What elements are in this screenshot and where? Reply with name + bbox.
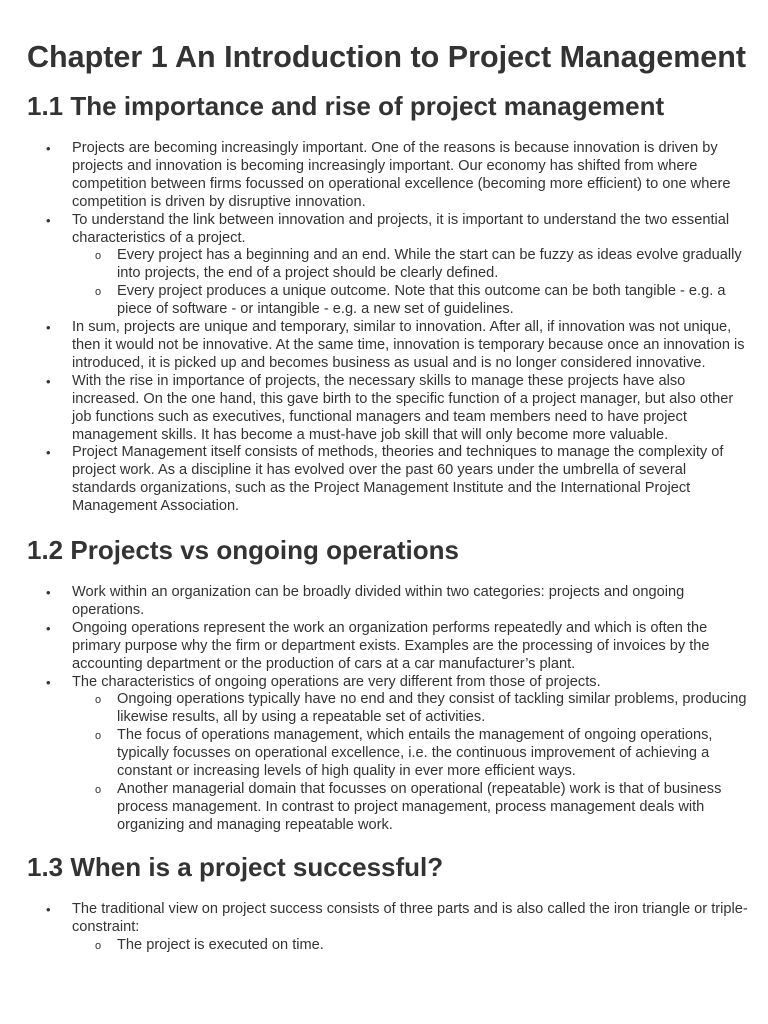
sub-list-item: o Another managerial domain that focusses on operational (repeatable) work is that of business process management. In contrast to project management, process management deals with organizing and managing repeatable work. (72, 781, 748, 835)
list-item-text: Project Management itself consists of methods, theories and techniques to manage the complexity of project work. As a discipline it has evolved over the past 60 years under the umbrella of several standards organizations, such as the Project Management Institute and the International Project Management Association. (72, 444, 724, 515)
list-item (27, 140, 748, 212)
section-heading: 1.2 Projects vs ongoing operations (27, 535, 459, 566)
chapter-title: Chapter 1 An Introduction to Project Management (27, 40, 747, 74)
list-item (27, 674, 748, 835)
list-item-text: The traditional view on project success consists of three parts and is also called the iron triangle or triple-constraint: (72, 900, 748, 935)
sub-list-item: o Every project produces a unique outcome. Note that this outcome can be both tangible - e.g. a piece of software - or intangible - e.g. a new set of guidelines. (72, 283, 748, 319)
list-item-text: Projects are becoming increasingly important. One of the reasons is because innovation is driven by projects and innovation is becoming increasingly important. Our economy has shifted from where competition between firms focussed on operational excellence (becoming more efficient) to one where competition is driven by disruptive innovation. (72, 140, 731, 210)
sub-bullet-list (72, 247, 748, 319)
list-item-text: In sum, projects are unique and temporary, similar to innovation. After all, if innovation was not unique, then it would not be innovative. At the same time, innovation is temporary because once an innovation is introduced, it is picked up and becomes business as usual and is no longer considered innovative. (72, 319, 745, 371)
list-item (27, 620, 748, 674)
list-item (27, 584, 748, 620)
sub-bullet-list (72, 937, 748, 955)
bullet-list (27, 901, 748, 955)
list-item (27, 319, 748, 373)
list-item (27, 373, 748, 445)
section-heading: 1.3 When is a project successful? (27, 851, 444, 882)
sub-list-item: o The focus of operations management, which entails the management of ongoing operations, typically focusses on operational excellence, i.e. the continuous improvement of achieving a constant or increasing levels of high quality in ever more efficient ways. (72, 727, 748, 781)
sub-bullet-list (72, 691, 748, 834)
list-item-text: To understand the link between innovation and projects, it is important to understand the two essential characteristics of a project. (72, 211, 730, 246)
list-item-text: The characteristics of ongoing operations are very different from those of projects. (72, 673, 601, 690)
bullet-list (27, 140, 748, 516)
bullet-list (27, 584, 748, 835)
sub-list-item: o The project is executed on time. (72, 937, 748, 955)
list-item-text: Work within an organization can be broadly divided within two categories: projects and ongoing operations. (72, 584, 685, 618)
section-heading: 1.1 The importance and rise of project management (27, 91, 665, 121)
list-item (27, 901, 748, 955)
list-item (27, 212, 748, 319)
list-item-text: Ongoing operations represent the work an organization performs repeatedly and which is often the primary purpose why the firm or department exists. Examples are the processing of invoices by the accounting department or the production of cars at a car manufacturer’s plant. (72, 619, 710, 672)
sub-list-item: o Ongoing operations typically have no end and they consist of tackling similar problems, producing likewise results, all by using a repeatable set of activities. (72, 691, 748, 727)
sub-list-item: o Every project has a beginning and an end. While the start can be fuzzy as ideas evolve gradually into projects, the end of a project should be clearly defined. (72, 247, 748, 283)
list-item-text: With the rise in importance of projects, the necessary skills to manage these projects have also increased. On the one hand, this gave birth to the specific function of a project manager, but also other job functions such as executives, functional managers and team members need to have project management skills. It has become a must-have job skill that will only become more valuable. (72, 372, 734, 443)
list-item (27, 444, 748, 516)
